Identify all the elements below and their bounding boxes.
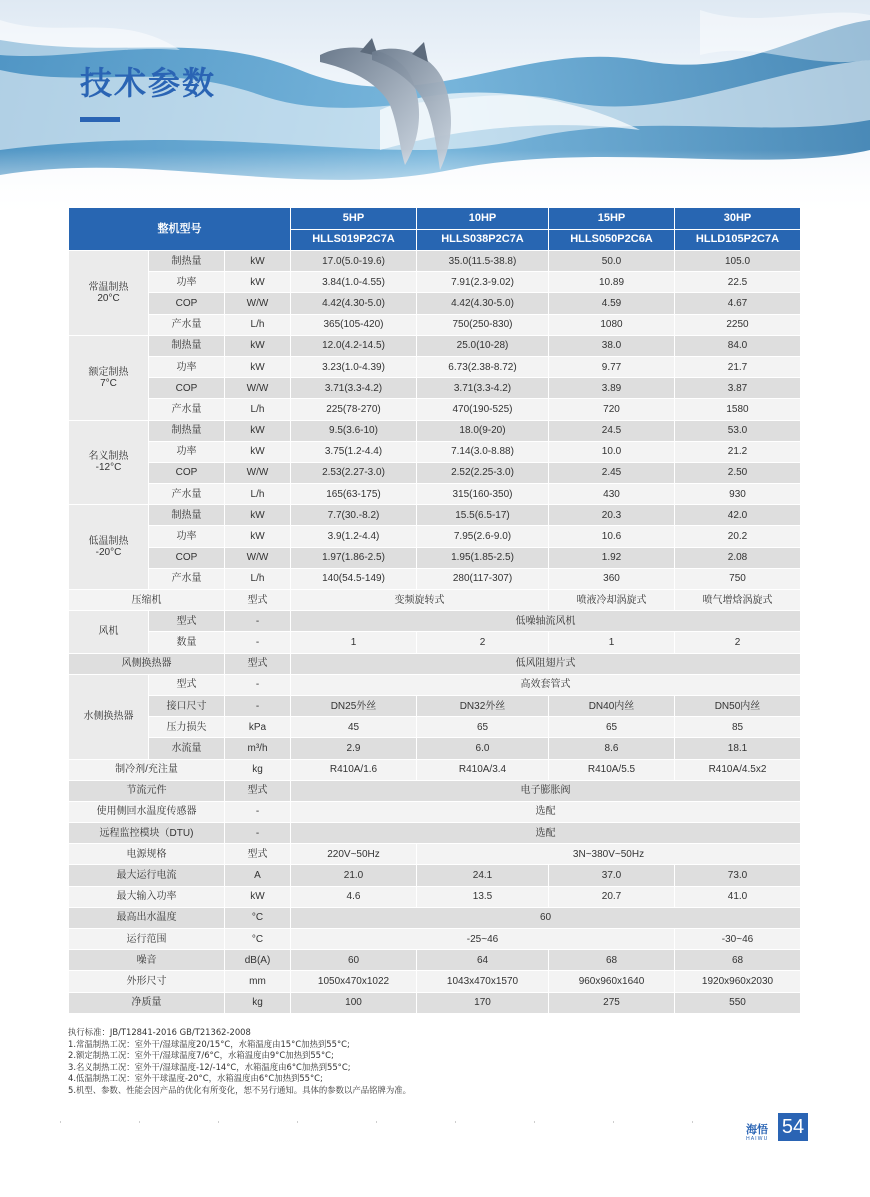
row-unit: L/h <box>225 314 291 335</box>
weight-3: 275 <box>549 992 675 1013</box>
value-cell: 7.14(3.0-8.88) <box>417 441 549 462</box>
row-item: COP <box>149 547 225 568</box>
row-unit: kW <box>225 251 291 272</box>
condition-temperature: -20°C <box>95 547 122 559</box>
table-row <box>69 568 801 589</box>
max-outlet-unit: °C <box>225 907 291 928</box>
air-hx-unit: 型式 <box>225 653 291 674</box>
value-cell: 42.0 <box>675 505 801 526</box>
table-row <box>69 251 801 272</box>
table-row <box>69 505 801 526</box>
condition-group-label <box>69 420 149 505</box>
max-current-4: 73.0 <box>675 865 801 886</box>
max-power-label: 最大输入功率 <box>69 886 225 907</box>
value-cell: 3.89 <box>549 378 675 399</box>
model-3: HLLS050P2C6A <box>549 229 675 251</box>
dims-unit: mm <box>225 971 291 992</box>
row-item: 产水量 <box>149 568 225 589</box>
value-cell: 3.23(1.0-4.39) <box>291 356 417 377</box>
value-cell: 10.6 <box>549 526 675 547</box>
value-cell: 2.45 <box>549 462 675 483</box>
row-item: COP <box>149 378 225 399</box>
water-hx-dp-2: 65 <box>417 717 549 738</box>
row-unit: W/W <box>225 547 291 568</box>
table-row <box>69 272 801 293</box>
row-unit: kW <box>225 420 291 441</box>
page-number: 54 <box>778 1113 808 1141</box>
value-cell: 280(117-307) <box>417 568 549 589</box>
value-cell: 10.0 <box>549 441 675 462</box>
value-cell: 53.0 <box>675 420 801 441</box>
value-cell: 1.95(1.85-2.5) <box>417 547 549 568</box>
row-unit: L/h <box>225 484 291 505</box>
value-cell: 1.92 <box>549 547 675 568</box>
noise-label: 噪音 <box>69 950 225 971</box>
hp-30: 30HP <box>675 208 801 230</box>
water-hx-label: 水侧换热器 <box>69 674 149 759</box>
value-cell: 2.50 <box>675 462 801 483</box>
heating-groups <box>69 251 801 590</box>
brand-cn: 海悟 <box>746 1123 768 1136</box>
water-hx-flow-1: 2.9 <box>291 738 417 759</box>
table-row <box>69 547 801 568</box>
row-unit: W/W <box>225 462 291 483</box>
water-hx-port-1: DN25外丝 <box>291 695 417 716</box>
refrigerant-1: R410A/1.6 <box>291 759 417 780</box>
row-item: 功率 <box>149 441 225 462</box>
fan-qty-item: 数量 <box>149 632 225 653</box>
value-cell: 10.89 <box>549 272 675 293</box>
noise-1: 60 <box>291 950 417 971</box>
fan-qty-unit: - <box>225 632 291 653</box>
water-hx-type-unit: - <box>225 674 291 695</box>
max-power-1: 4.6 <box>291 886 417 907</box>
value-cell: 2.52(2.25-3.0) <box>417 462 549 483</box>
table-row <box>69 526 801 547</box>
value-cell: 105.0 <box>675 251 801 272</box>
compressor-v3: 喷液冷却涡旋式 <box>549 590 675 611</box>
value-cell: 430 <box>549 484 675 505</box>
row-unit: kW <box>225 505 291 526</box>
value-cell: 21.7 <box>675 356 801 377</box>
table-row <box>69 420 801 441</box>
value-cell: 360 <box>549 568 675 589</box>
footnotes <box>68 1027 411 1097</box>
value-cell: 165(63-175) <box>291 484 417 505</box>
condition-name: 常温制热 <box>88 281 129 293</box>
fan-qty-4: 2 <box>675 632 801 653</box>
row-unit: kW <box>225 356 291 377</box>
max-power-4: 41.0 <box>675 886 801 907</box>
table-row <box>69 314 801 335</box>
table-row <box>69 462 801 483</box>
refrigerant-3: R410A/5.5 <box>549 759 675 780</box>
condition-group-label <box>69 505 149 590</box>
water-hx-flow-4: 18.1 <box>675 738 801 759</box>
footnote: 5.机型、参数、性能会因产品的优化有所变化，恕不另行通知。具体的参数以产品铭牌为准。 <box>68 1084 411 1095</box>
row-item: 功率 <box>149 272 225 293</box>
footnote: 2.额定制热工况：室外干/湿球温度7/6°C，水箱温度由9°C加热到55°C; <box>68 1050 334 1061</box>
value-cell: 50.0 <box>549 251 675 272</box>
fan-type-item: 型式 <box>149 611 225 632</box>
footnote: 执行标准：JB/T12841-2016 GB/T21362-2008 <box>68 1027 251 1037</box>
weight-2: 170 <box>417 992 549 1013</box>
power-v1: 220V~50Hz <box>291 844 417 865</box>
header-row-hp <box>69 208 801 230</box>
value-cell: 750 <box>675 568 801 589</box>
row-item: 产水量 <box>149 314 225 335</box>
value-cell: 20.2 <box>675 526 801 547</box>
value-cell: 24.5 <box>549 420 675 441</box>
condition-group-label <box>69 251 149 336</box>
value-cell: 1.97(1.86-2.5) <box>291 547 417 568</box>
noise-4: 68 <box>675 950 801 971</box>
value-cell: 470(190-525) <box>417 399 549 420</box>
row-unit: W/W <box>225 293 291 314</box>
row-unit: kW <box>225 272 291 293</box>
water-hx-flow-item: 水流量 <box>149 738 225 759</box>
noise-unit: dB(A) <box>225 950 291 971</box>
sensor-value: 选配 <box>291 801 801 822</box>
value-cell: 20.3 <box>549 505 675 526</box>
value-cell: 7.95(2.6-9.0) <box>417 526 549 547</box>
water-hx-port-2: DN32外丝 <box>417 695 549 716</box>
power-unit: 型式 <box>225 844 291 865</box>
value-cell: 2.53(2.27-3.0) <box>291 462 417 483</box>
value-cell: 4.42(4.30-5.0) <box>291 293 417 314</box>
fan-label: 风机 <box>69 611 149 653</box>
spec-table <box>68 207 801 1014</box>
value-cell: 3.87 <box>675 378 801 399</box>
dims-4: 1920x960x2030 <box>675 971 801 992</box>
value-cell: 365(105-420) <box>291 314 417 335</box>
max-current-1: 21.0 <box>291 865 417 886</box>
power-v234: 3N~380V~50Hz <box>417 844 801 865</box>
value-cell: 22.5 <box>675 272 801 293</box>
compressor-v12: 变频旋转式 <box>291 590 549 611</box>
value-cell: 3.71(3.3-4.2) <box>291 378 417 399</box>
sensor-label: 使用侧回水温度传感器 <box>69 801 225 822</box>
row-item: 制热量 <box>149 335 225 356</box>
table-row <box>69 356 801 377</box>
condition-group-label <box>69 335 149 420</box>
condition-temperature: -12°C <box>95 462 122 474</box>
range-v4: -30~46 <box>675 929 801 950</box>
value-cell: 9.5(3.6-10) <box>291 420 417 441</box>
water-hx-type-item: 型式 <box>149 674 225 695</box>
fan-qty-1: 1 <box>291 632 417 653</box>
brand-en: HAIWU <box>746 1136 769 1142</box>
model-header-label: 整机型号 <box>69 208 291 251</box>
row-item: 产水量 <box>149 399 225 420</box>
model-2: HLLS038P2C7A <box>417 229 549 251</box>
value-cell: 2.08 <box>675 547 801 568</box>
value-cell: 17.0(5.0-19.6) <box>291 251 417 272</box>
value-cell: 38.0 <box>549 335 675 356</box>
footnote: 4.低温制热工况：室外干球温度-20°C，水箱温度由6°C加热到55°C; <box>68 1073 323 1084</box>
row-item: COP <box>149 293 225 314</box>
row-item: 功率 <box>149 526 225 547</box>
table-row <box>69 484 801 505</box>
water-hx-dp-unit: kPa <box>225 717 291 738</box>
refrigerant-2: R410A/3.4 <box>417 759 549 780</box>
footnote: 3.名义制热工况：室外干/湿球温度-12/-14°C，水箱温度由6°C加热到55°C; <box>68 1061 351 1072</box>
dtu-unit: - <box>225 823 291 844</box>
sensor-unit: - <box>225 801 291 822</box>
footnote: 1.常温制热工况：室外干/湿球温度20/15°C，水箱温度由15°C加热到55°C; <box>68 1038 350 1049</box>
dims-label: 外形尺寸 <box>69 971 225 992</box>
noise-2: 64 <box>417 950 549 971</box>
max-power-2: 13.5 <box>417 886 549 907</box>
row-item: 制热量 <box>149 420 225 441</box>
weight-4: 550 <box>675 992 801 1013</box>
max-current-3: 37.0 <box>549 865 675 886</box>
throttle-label: 节流元件 <box>69 780 225 801</box>
weight-unit: kg <box>225 992 291 1013</box>
compressor-unit: 型式 <box>225 590 291 611</box>
value-cell: 21.2 <box>675 441 801 462</box>
range-unit: °C <box>225 929 291 950</box>
value-cell: 2250 <box>675 314 801 335</box>
value-cell: 3.84(1.0-4.55) <box>291 272 417 293</box>
value-cell: 35.0(11.5-38.8) <box>417 251 549 272</box>
condition-temperature: 20°C <box>97 292 120 304</box>
refrigerant-4: R410A/4.5x2 <box>675 759 801 780</box>
condition-name: 低温制热 <box>88 536 129 548</box>
dotted-divider <box>60 1120 780 1124</box>
dtu-label: 远程监控模块（DTU) <box>69 823 225 844</box>
max-outlet-value: 60 <box>291 907 801 928</box>
compressor-label: 压缩机 <box>69 590 225 611</box>
model-4: HLLD105P2C7A <box>675 229 801 251</box>
fan-type-unit: - <box>225 611 291 632</box>
range-v123: -25~46 <box>291 929 675 950</box>
fan-type-value: 低噪轴流风机 <box>291 611 801 632</box>
value-cell: 315(160-350) <box>417 484 549 505</box>
value-cell: 4.59 <box>549 293 675 314</box>
other-specs <box>69 590 801 1014</box>
hp-5: 5HP <box>291 208 417 230</box>
water-hx-dp-item: 压力损失 <box>149 717 225 738</box>
row-item: 功率 <box>149 356 225 377</box>
value-cell: 4.42(4.30-5.0) <box>417 293 549 314</box>
air-hx-value: 低风阻翅片式 <box>291 653 801 674</box>
weight-1: 100 <box>291 992 417 1013</box>
value-cell: 18.0(9-20) <box>417 420 549 441</box>
title-underline <box>80 117 120 122</box>
value-cell: 7.7(30.-8.2) <box>291 505 417 526</box>
table-row <box>69 335 801 356</box>
value-cell: 15.5(6.5-17) <box>417 505 549 526</box>
condition-name: 额定制热 <box>88 366 129 378</box>
weight-label: 净质量 <box>69 992 225 1013</box>
row-unit: kW <box>225 526 291 547</box>
air-hx-label: 风侧换热器 <box>69 653 225 674</box>
row-unit: kW <box>225 335 291 356</box>
value-cell: 3.75(1.2-4.4) <box>291 441 417 462</box>
row-unit: kW <box>225 441 291 462</box>
max-outlet-label: 最高出水温度 <box>69 907 225 928</box>
table-row <box>69 441 801 462</box>
max-current-label: 最大运行电流 <box>69 865 225 886</box>
noise-3: 68 <box>549 950 675 971</box>
page-title: 技术参数 <box>80 64 217 102</box>
ocean-dolphins-illustration <box>0 0 870 220</box>
value-cell: 140(54.5-149) <box>291 568 417 589</box>
table-row <box>69 399 801 420</box>
brand-logo <box>746 1118 768 1142</box>
value-cell: 6.73(2.38-8.72) <box>417 356 549 377</box>
value-cell: 9.77 <box>549 356 675 377</box>
value-cell: 720 <box>549 399 675 420</box>
dims-1: 1050x470x1022 <box>291 971 417 992</box>
max-current-unit: A <box>225 865 291 886</box>
condition-temperature: 7°C <box>100 377 117 389</box>
hp-10: 10HP <box>417 208 549 230</box>
refrigerant-label: 制冷剂/充注量 <box>69 759 225 780</box>
water-hx-port-3: DN40内丝 <box>549 695 675 716</box>
dims-2: 1043x470x1570 <box>417 971 549 992</box>
value-cell: 750(250-830) <box>417 314 549 335</box>
value-cell: 4.67 <box>675 293 801 314</box>
max-current-2: 24.1 <box>417 865 549 886</box>
water-hx-port-item: 接口尺寸 <box>149 695 225 716</box>
table-row <box>69 293 801 314</box>
fan-qty-2: 2 <box>417 632 549 653</box>
value-cell: 930 <box>675 484 801 505</box>
row-unit: W/W <box>225 378 291 399</box>
throttle-value: 电子膨胀阀 <box>291 780 801 801</box>
value-cell: 84.0 <box>675 335 801 356</box>
row-unit: L/h <box>225 568 291 589</box>
water-hx-type-value: 高效套管式 <box>291 674 801 695</box>
range-label: 运行范围 <box>69 929 225 950</box>
fan-qty-3: 1 <box>549 632 675 653</box>
value-cell: 3.71(3.3-4.2) <box>417 378 549 399</box>
max-power-3: 20.7 <box>549 886 675 907</box>
value-cell: 7.91(2.3-9.02) <box>417 272 549 293</box>
dims-3: 960x960x1640 <box>549 971 675 992</box>
model-1: HLLS019P2C7A <box>291 229 417 251</box>
row-item: COP <box>149 462 225 483</box>
value-cell: 3.9(1.2-4.4) <box>291 526 417 547</box>
water-hx-flow-3: 8.6 <box>549 738 675 759</box>
hp-15: 15HP <box>549 208 675 230</box>
row-unit: L/h <box>225 399 291 420</box>
water-hx-dp-1: 45 <box>291 717 417 738</box>
row-item: 制热量 <box>149 251 225 272</box>
value-cell: 1580 <box>675 399 801 420</box>
row-item: 制热量 <box>149 505 225 526</box>
value-cell: 25.0(10-28) <box>417 335 549 356</box>
value-cell: 1080 <box>549 314 675 335</box>
throttle-unit: 型式 <box>225 780 291 801</box>
row-item: 产水量 <box>149 484 225 505</box>
condition-name: 名义制热 <box>88 451 129 463</box>
refrigerant-unit: kg <box>225 759 291 780</box>
max-power-unit: kW <box>225 886 291 907</box>
value-cell: 225(78-270) <box>291 399 417 420</box>
value-cell: 12.0(4.2-14.5) <box>291 335 417 356</box>
compressor-v4: 喷气增焓涡旋式 <box>675 590 801 611</box>
water-hx-port-unit: - <box>225 695 291 716</box>
water-hx-flow-unit: m³/h <box>225 738 291 759</box>
water-hx-port-4: DN50内丝 <box>675 695 801 716</box>
water-hx-flow-2: 6.0 <box>417 738 549 759</box>
hero-banner <box>0 0 870 220</box>
water-hx-dp-4: 85 <box>675 717 801 738</box>
power-label: 电源规格 <box>69 844 225 865</box>
table-row <box>69 378 801 399</box>
dtu-value: 选配 <box>291 823 801 844</box>
water-hx-dp-3: 65 <box>549 717 675 738</box>
